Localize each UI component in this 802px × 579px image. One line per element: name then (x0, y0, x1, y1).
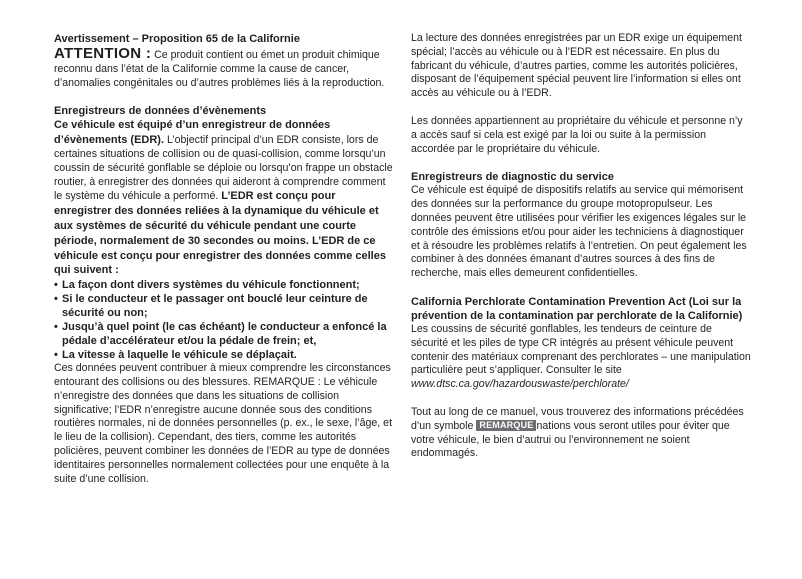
right-column (411, 32, 751, 461)
edr-heading: Enregistreurs de données d’évènements (54, 105, 267, 118)
list-item: • La vitesse à laquelle le véhicule se déplaçait. (54, 349, 297, 362)
edr-closing-paragraph: Ces données peuvent contribuer à mieux comprendre les circonstances entourant des collisions ou des blessures. REMARQUE : Le véhicule n’enregistre des données que dans les situations de collision significative; l’EDR n’enregistre aucune donnée sous des conditions routières normales, ni de données personnelles (p. ex., le sexe, l’âge, et le lieu de la collision). Cependant, des tiers, comme les autorités policières, peuvent combiner les données de l’EDR au type de données identitaires personnelles normalement collectées pour une enquête à la suite d’une collision. (54, 362, 393, 485)
bullet-icon: • (54, 293, 58, 306)
attention-paragraph (54, 46, 394, 90)
edr-bullet-list (54, 278, 394, 362)
manual-notice-paragraph (411, 406, 751, 461)
bullet-icon: • (54, 279, 58, 292)
perchlorate-paragraph (411, 323, 751, 392)
bullet-icon: • (54, 321, 58, 334)
prop65-heading: Avertissement – Proposition 65 de la Californie (54, 33, 300, 45)
edr-intro-bold: Ce véhicule est équipé d’un enregistreur de données d’évènements (EDR). (54, 119, 331, 147)
attention-text: Ce produit contient ou émet un produit chimique reconnu dans l’état de la Californie comme la cause de cancer, d’anomalies congénitales ou d’autres problèmes liés à la reproduction. (54, 49, 385, 89)
diagnostic-paragraph: Ce véhicule est équipé de dispositifs relatifs au service qui mémorisent des données sur la performance du groupe motopropulseur. Les données peuvent être utilisées pour vérifier les exigences légales sur le contrôle des émissions et/ou pour aider les techniciens à diagnostiquer et à résoudre les problèmes relatifs à l’entretien. On peut également les combiner à des données émanant d’autres sources à des fins de recherche, mais elles demeurent confidentielles. (411, 184, 747, 280)
list-item: • Jusqu’à quel point (le cas échéant) le conducteur a enfoncé la pédale d’accélérateur et/ou la pédale de frein; et, (54, 321, 387, 348)
edr-record-bold: L’EDR est conçu pour enregistrer des données reliées à la dynamique du véhicule et aux systèmes de sécurité du véhicule pendant une courte période, normalement de 30 secondes ou moins. L’EDR de ce véhicule est conçu pour enregistrer des données comme celles qui suivent : (54, 190, 386, 277)
diagnostic-heading: Enregistreurs de diagnostic du service (411, 171, 614, 184)
perchlorate-text: Les coussins de sécurité gonflables, les tendeurs de ceinture de sécurité et les piles de type CR intégrés au présent véhicule peuvent contenir des matériaux comprenant des perchlorates – une manipulation particulière peut s’appliquer. Consulter le site (411, 322, 751, 377)
edr-intro-paragraph (54, 118, 394, 278)
manual-text-after: nations vous seront utiles pour éviter que votre véhicule, le bien d’autrui ou l’environnement ne soient endommagés. (411, 419, 730, 460)
attention-label: ATTENTION : (54, 45, 152, 62)
edr-intro-text: L’objectif principal d’un EDR consiste, lors de certaines situations de collision ou de quasi-collision, comme lorsqu’un coussin de sécurité gonflable se déploie ou lorsqu’on frappe un obstacle routier, à enregistrer des données qui aideront à comprendre comment le système du véhicule a performé. (54, 134, 393, 203)
bullet-icon: • (54, 349, 58, 362)
list-item: • La façon dont divers systèmes du véhicule fonctionnent; (54, 279, 360, 292)
list-item: • Si le conducteur et le passager ont bouclé leur ceinture de sécurité ou non; (54, 293, 368, 320)
remarque-badge: REMARQUE (476, 420, 536, 431)
edr-ownership-paragraph: Les données appartiennent au propriétaire du véhicule et personne n’y a accès sauf si cela est exigé par la loi ou suite à la permission accordée par le propriétaire du véhicule. (411, 114, 743, 155)
left-column (54, 32, 394, 486)
perchlorate-heading: California Perchlorate Contamination Prevention Act (Loi sur la prévention de la contamination par perchlorate de la Californie) (411, 295, 743, 322)
edr-access-paragraph: La lecture des données enregistrées par un EDR exige un équipement spécial; l’accès au véhicule ou à l’EDR est nécessaire. En plus du fabricant du véhicule, d’autres parties, comme les autorités policières, disposant de l’équipement spécial peuvent lire l’information si elles ont accès au véhicule ou à l’EDR. (411, 32, 742, 100)
perchlorate-url: www.dtsc.ca.gov/hazardouswaste/perchlorate/ (411, 378, 629, 391)
manual-text-before: Tout au long de ce manuel, vous trouverez des informations précédées d’un symbole (411, 405, 744, 432)
